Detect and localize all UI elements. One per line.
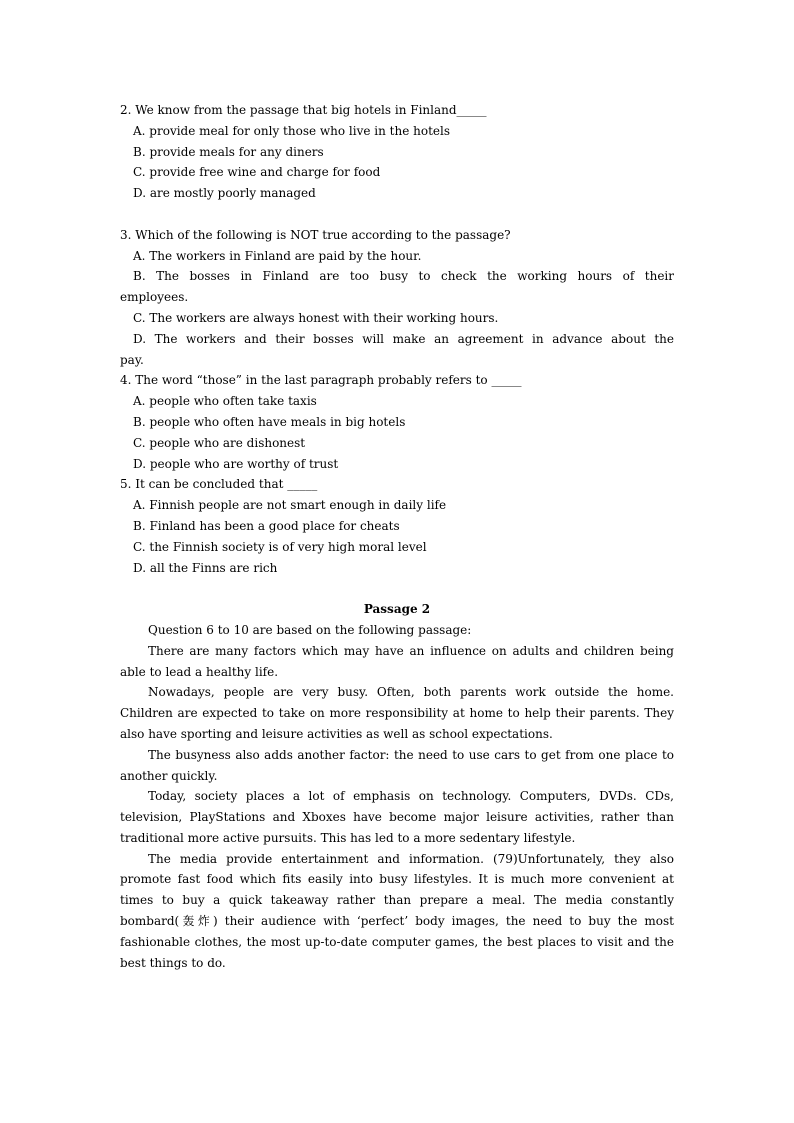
option-b-continuation: employees. [120, 290, 189, 305]
passage-paragraph: The media provide entertainment and information. (79)Unfortunately, they also promote fast food which fits easily into busy lifestyles. It is much more convenient at times to buy a quick takeaway rather than prepare a meal. The media constantly bombard(轰炸) their audience with ‘perfect’ body images, the need to buy the most fashionable clothes, the most up-to-date computer games, the best places to visit and the best things to do. [120, 851, 674, 970]
passage-2 [120, 599, 674, 973]
option-b: B. The bosses in Finland are too busy to check the working hours of their [133, 269, 674, 284]
question-stem: 2. We know from the passage that big hotels in Finland_____ [120, 103, 487, 117]
passage-paragraph: Nowadays, people are very busy. Often, both parents work outside the home. Children are expected to take on more responsibility at home to help their parents. They also have sporting and leisure activities as well as school expectations. [120, 685, 674, 741]
question-stem: 3. Which of the following is NOT true according to the passage? [120, 227, 511, 242]
option-a: A. Finnish people are not smart enough in daily life [133, 498, 447, 513]
option-a: A. provide meal for only those who live in the hotels [133, 123, 451, 138]
question-4 [120, 370, 674, 474]
option-c: C. The workers are always honest with their working hours. [133, 310, 499, 325]
passage-paragraph: There are many factors which may have an influence on adults and children being able to lead a healthy life. [120, 643, 674, 679]
option-d: D. people who are worthy of trust [133, 456, 339, 471]
option-b: B. Finland has been a good place for cheats [133, 518, 400, 533]
passage-intro: Question 6 to 10 are based on the following passage: [148, 622, 472, 637]
option-c: C. provide free wine and charge for food [133, 165, 381, 180]
passage-title: Passage 2 [363, 602, 431, 617]
option-c: C. people who are dishonest [133, 435, 306, 450]
option-a: A. The workers in Finland are paid by the hour. [133, 248, 422, 263]
option-d: D. The workers and their bosses will make an agreement in advance about the [133, 331, 674, 346]
option-a: A. people who often take taxis [133, 394, 317, 409]
question-3 [120, 225, 674, 371]
passage-paragraph: Today, society places a lot of emphasis on technology. Computers, DVDs. CDs, television, PlayStations and Xboxes have become major leisure activities, rather than traditional more active pursuits. This has led to a more sedentary lifestyle. [120, 789, 674, 845]
option-b: B. people who often have meals in big hotels [133, 414, 406, 429]
option-d: D. all the Finns are rich [133, 560, 278, 575]
option-c: C. the Finnish society is of very high moral level [133, 539, 427, 554]
spacer [120, 204, 674, 225]
question-stem: 4. The word “those” in the last paragraph probably refers to _____ [120, 373, 522, 388]
passage-paragraph: The busyness also adds another factor: the need to use cars to get from one place to another quickly. [120, 747, 674, 783]
option-b: B. provide meals for any diners [133, 144, 324, 159]
question-2 [120, 100, 674, 204]
spacer [120, 578, 674, 599]
document-page [120, 100, 674, 973]
option-d: D. are mostly poorly managed [133, 186, 316, 201]
option-d-continuation: pay. [120, 352, 144, 367]
question-5 [120, 474, 674, 578]
question-stem: 5. It can be concluded that _____ [120, 477, 318, 492]
